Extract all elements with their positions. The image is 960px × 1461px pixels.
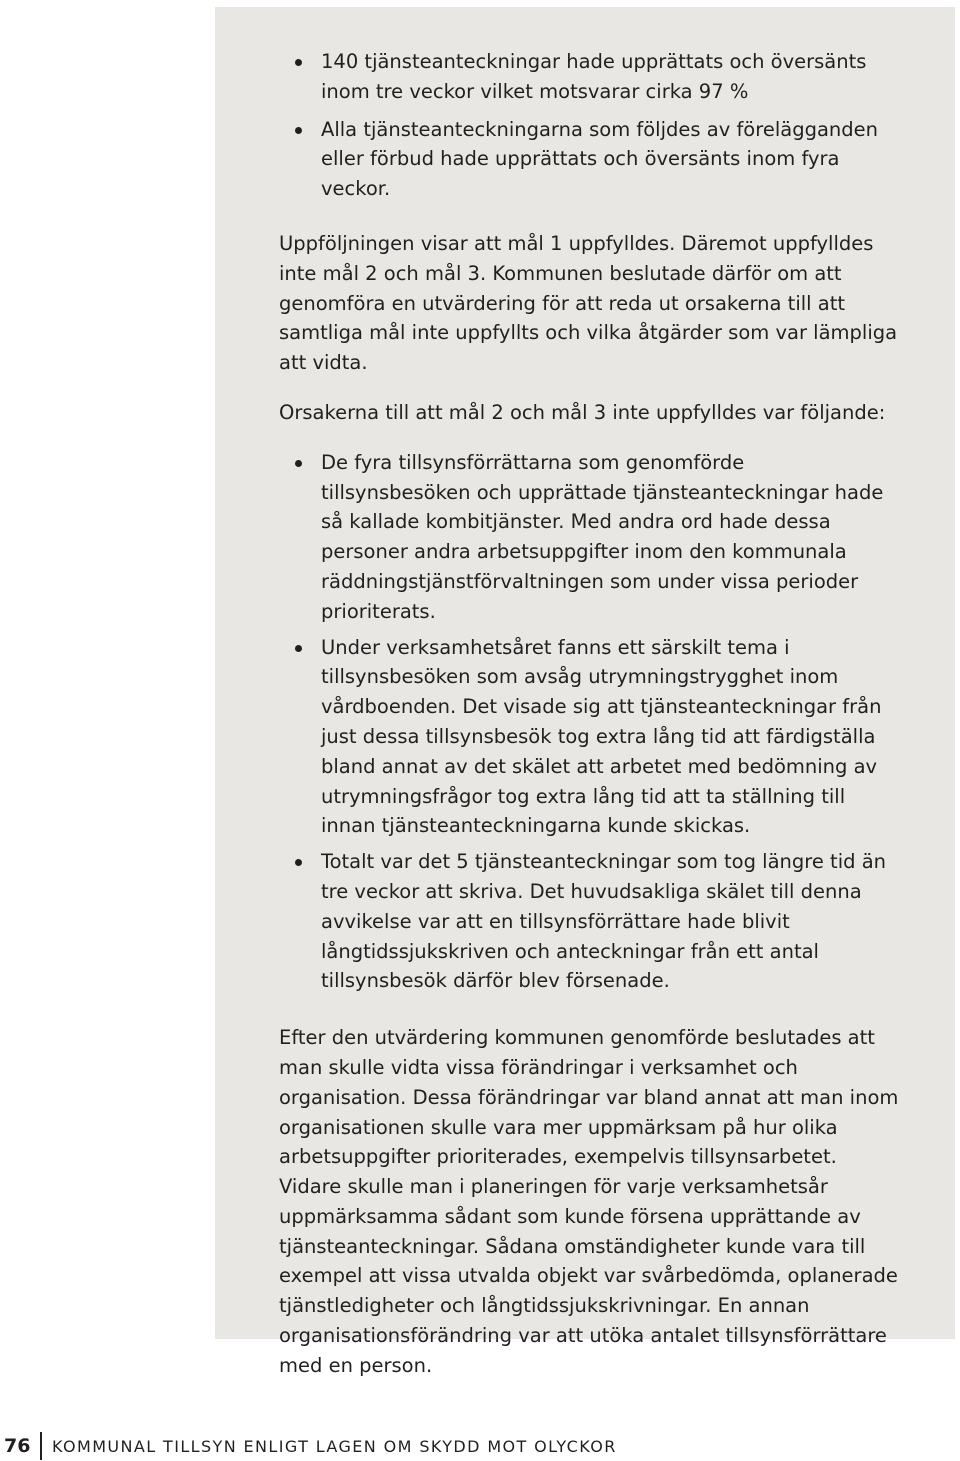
list-item: Alla tjänsteanteckningarna som följdes av förelägganden eller förbud hade upprättats och översänts inom fyra veckor. bbox=[279, 115, 899, 204]
paragraph-followup: Uppföljningen visar att mål 1 uppfylldes. Däremot uppfylldes inte mål 2 och mål 3. Kommunen beslutade därför om att genomföra en utvärdering för att reda ut orsakerna till att samtliga mål inte uppfyllts och vilka åtgärder som var lämpliga att vidta. bbox=[279, 231, 898, 375]
footer-title: KOMMUNAL TILLSYN ENLIGT LAGEN OM SKYDD MOT OLYCKOR bbox=[52, 1436, 617, 1456]
list-item: De fyra tillsynsförrättarna som genomförde tillsynsbesöken och upprättade tjänsteanteckningar hade så kallade kombitjänster. Med andra ord hade dessa personer andra arbetsuppgifter inom den kommunala räddningstjänstförvaltningen som under vissa perioder prioriterats. bbox=[279, 448, 899, 627]
box-content bbox=[279, 47, 899, 1381]
shaded-content-box bbox=[215, 7, 955, 1377]
paragraph-conclusion: Efter den utvärdering kommunen genomförde beslutades att man skulle vidta vissa förändringar i verksamhet och organisation. Dessa förändringar var bland annat att man inom organisationen skulle vara mer uppmärksam på hur olika arbetsuppgifter prioriterades, exempelvis tillsynsarbetet. Vidare skulle man i planeringen för varje verksamhetsår uppmärksamma sådant som kunde försena upprättande av tjänsteanteckningar. Sådana omständigheter kunde vara till exempel att vissa utvalda objekt var svårbedömda, oplanerade tjänstledigheter och långtidssjukskrivningar. En annan organisationsförändring var att utöka antalet tillsynsförrättare med en person. bbox=[279, 1026, 899, 1377]
list-item: Under verksamhetsåret fanns ett särskilt tema i tillsynsbesöken som avsåg utrymningstrygghet inom vårdboenden. Det visade sig att tjänsteanteckningar från just dessa tillsynsbesök tog extra lång tid att färdigställa bland annat av det skälet att arbetet med bedömning av utrymningsfrågor tog extra lång tid att ta ställning till innan tjänsteanteckningarna kunde skickas. bbox=[279, 633, 899, 842]
list-item: Totalt var det 5 tjänsteanteckningar som tog längre tid än tre veckor att skriva. Det huvudsakliga skälet till denna avvikelse var att en tillsynsförrättare hade blivit långtidssjukskriven och anteckningar från ett antal tillsynsbesök därför blev försenade. bbox=[279, 847, 899, 996]
list-item: 140 tjänsteanteckningar hade upprättats och översänts inom tre veckor vilket motsvarar cirka 97 % bbox=[279, 47, 899, 107]
footer-divider bbox=[40, 1432, 42, 1460]
page-number: 76 bbox=[4, 1435, 31, 1457]
paragraph-causes-intro: Orsakerna till att mål 2 och mål 3 inte uppfylldes var följande: bbox=[279, 400, 886, 424]
result-list bbox=[279, 47, 899, 204]
causes-list bbox=[279, 448, 899, 996]
